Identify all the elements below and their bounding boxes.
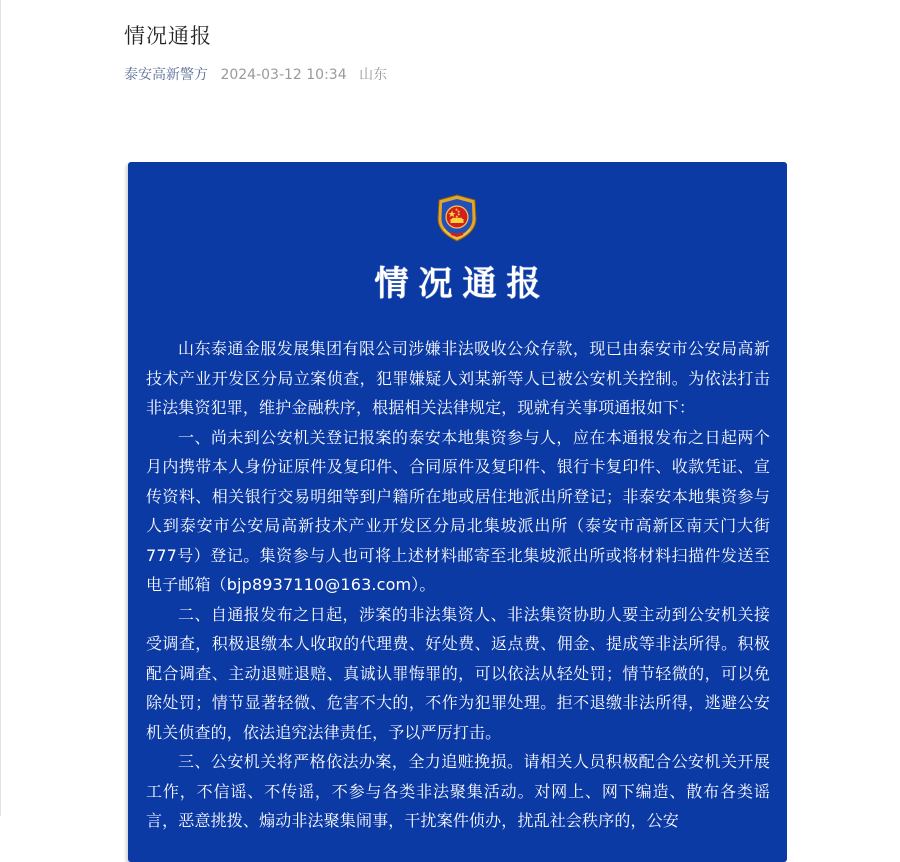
page-left-border bbox=[0, 0, 1, 816]
notice-body bbox=[146, 334, 770, 836]
publish-date: 2024-03-12 10:34 bbox=[220, 67, 347, 83]
notice-image-card bbox=[128, 162, 787, 862]
notice-heading: 情况通报 bbox=[374, 264, 551, 304]
police-emblem-icon bbox=[430, 193, 484, 247]
article-meta bbox=[124, 64, 387, 84]
notice-paragraph-intro: 山东泰通金服发展集团有限公司涉嫌非法吸收公众存款，现已由泰安市公安局高新技术产业开发区分局立案侦查，犯罪嫌疑人刘某新等人已被公安机关控制。为依法打击非法集资犯罪，维护金融秩序，根据相关法律规定，现就有关事项通报如下： bbox=[146, 339, 770, 417]
notice-paragraph-3: 三、公安机关将严格依法办案，全力追赃挽损。请相关人员积极配合公安机关开展工作，不信谣、不传谣，不参与各类非法聚集活动。对网上、网下编造、散布各类谣言，恶意挑拨、煽动非法聚集闹事，干扰案件侦办，扰乱社会秩序的，公安 bbox=[146, 752, 770, 830]
notice-paragraph-2: 二、自通报发布之日起，涉案的非法集资人、非法集资协助人要主动到公安机关接受调查，积极退缴本人收取的代理费、好处费、返点费、佣金、提成等非法所得。积极配合调查、主动退赃退赔、真诚认罪悔罪的，可以依法从轻处罚；情节轻微的，可以免除处罚；情节显著轻微、危害不大的，不作为犯罪处理。拒不退缴非法所得，逃避公安机关侦查的，依法追究法律责任，予以严厉打击。 bbox=[146, 604, 770, 742]
author-link[interactable]: 泰安高新警方 bbox=[124, 67, 208, 83]
notice-paragraph-1: 一、尚未到公安机关登记报案的泰安本地集资参与人，应在本通报发布之日起两个月内携带本人身份证原件及复印件、合同原件及复印件、银行卡复印件、收款凭证、宣传资料、相关银行交易明细等到户籍所在地或居住地派出所登记；非泰安本地集资参与人到泰安市公安局高新技术产业开发区分局北集坡派出所（泰安市高新区南天门大街777号）登记。集资参与人也可将上述材料邮寄至北集坡派出所或将材料扫描件发送至电子邮箱（bjp8937110@163.com）。 bbox=[146, 427, 770, 594]
publish-location: 山东 bbox=[359, 67, 388, 83]
article-title: 情况通报 bbox=[124, 24, 212, 48]
